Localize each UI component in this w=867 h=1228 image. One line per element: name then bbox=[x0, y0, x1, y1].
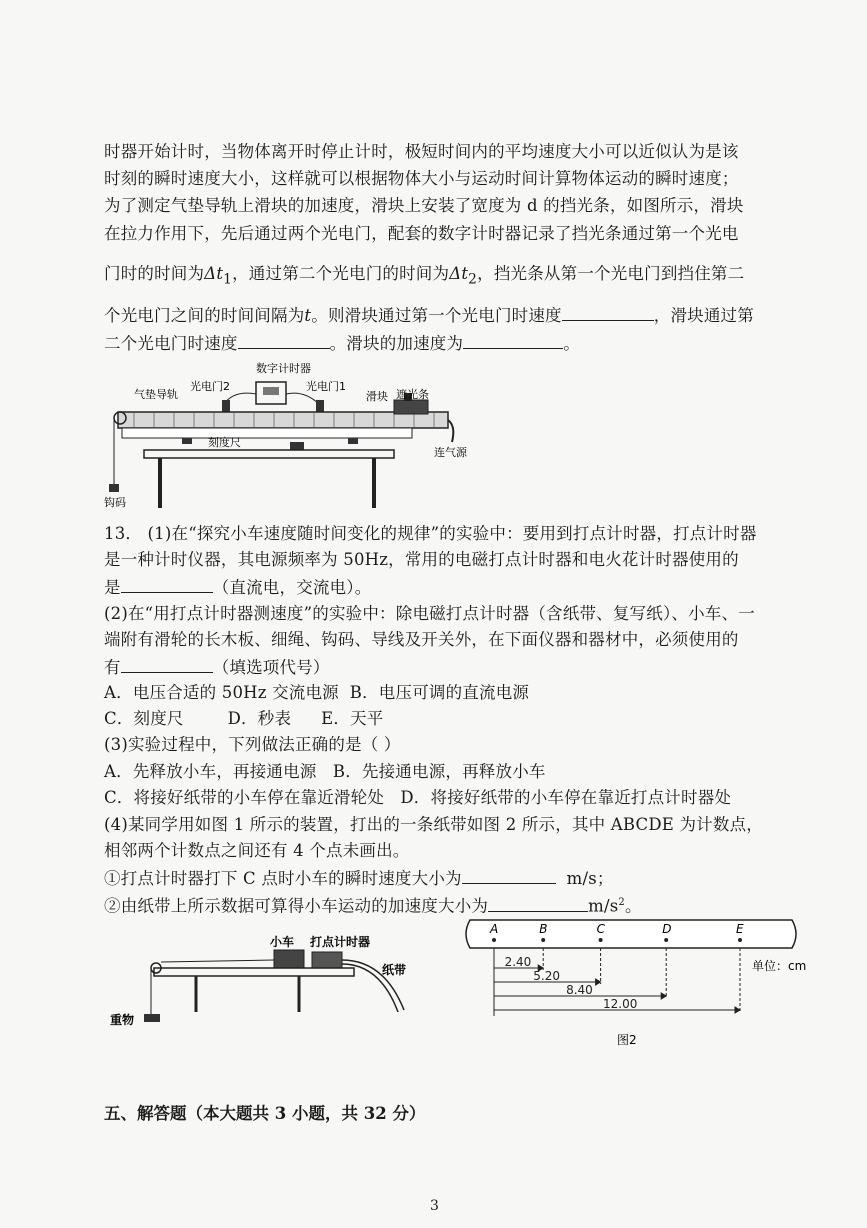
answer-blank-accel[interactable] bbox=[463, 330, 563, 349]
intro-line-4: 在拉力作用下，先后通过两个光电门，配套的数字计时器记录了挡光条通过第一个光电 bbox=[104, 224, 739, 243]
unit-ms: m/s； bbox=[566, 869, 614, 888]
intro-text: 门时的时间为 bbox=[104, 264, 205, 283]
answer-blank-a[interactable] bbox=[488, 893, 588, 912]
point-dot-E bbox=[738, 938, 742, 942]
q13-options-cde bbox=[104, 707, 384, 731]
p3-option-d: D．将接好纸带的小车停在靠近打点计时器处 bbox=[400, 788, 732, 807]
q13-line-1: 13． (1)在“探究小车速度随时间变化的规律”的实验中：要用到打点计时器，打点计时器 bbox=[104, 524, 757, 543]
label-timer: 数字计时器 bbox=[256, 362, 311, 375]
tick-timer bbox=[312, 952, 342, 968]
fig2-caption: 图2 bbox=[617, 1033, 637, 1047]
q13-p3-options-cd bbox=[104, 786, 731, 810]
point-label-A: A bbox=[490, 922, 499, 936]
section-title: 五、解答题（本大题共 3 小题，共 32 分） bbox=[104, 1104, 426, 1123]
q13-options-ab bbox=[104, 681, 529, 705]
point-dot-D bbox=[664, 938, 668, 942]
q13-text: （直流电，交流电）。 bbox=[212, 578, 372, 597]
intro-line-1: 时器开始计时，当物体离开时停止计时，极短时间内的平均速度大小可以近似认为是该 bbox=[104, 142, 739, 161]
label-air: 连气源 bbox=[434, 446, 467, 459]
wire-right bbox=[286, 393, 319, 404]
tape-strip bbox=[466, 920, 796, 948]
point-dot-C bbox=[599, 938, 603, 942]
gate-foot-1 bbox=[182, 438, 192, 444]
label-tape: 纸带 bbox=[382, 963, 407, 977]
q13-line-p3: (3)实验过程中，下列做法正确的是（ ） bbox=[104, 735, 401, 754]
label-strip: 遮光条 bbox=[396, 388, 429, 401]
label-weight: 钩码 bbox=[104, 496, 126, 509]
point-dot-B bbox=[541, 938, 545, 942]
q13-line-2: 是一种计时仪器，其电源频率为 50Hz，常用的电磁打点计时器和电火花计时器使用的 bbox=[104, 550, 739, 569]
q13-text: ②由纸带上所示数据可算得小车运动的加速度大小为 bbox=[104, 896, 489, 916]
q13-text: ①打点计时器打下 C 点时小车的瞬时速度大小为 bbox=[104, 869, 462, 888]
weight-block bbox=[144, 1014, 160, 1022]
q13-text: 是 bbox=[104, 578, 121, 597]
dt2-sub: 2 bbox=[468, 271, 478, 288]
point-label-D: D bbox=[662, 922, 672, 936]
dim-label-2: 5.20 bbox=[533, 969, 561, 983]
q13-line-6 bbox=[104, 654, 330, 680]
label-gate2: 光电门2 bbox=[190, 380, 230, 393]
point-label-E: E bbox=[736, 922, 744, 936]
dim-arrow-2 bbox=[596, 979, 601, 985]
q13-line-p4b: 相邻两个计数点之间还有 4 个点未画出。 bbox=[104, 841, 410, 860]
ruler bbox=[122, 428, 412, 438]
hook-weight bbox=[109, 484, 119, 492]
intro-text: ，滑块通过第 bbox=[653, 306, 754, 325]
unit-label: 单位：cm bbox=[752, 959, 807, 973]
q13-text: （填选项代号） bbox=[212, 658, 330, 677]
option-d: D．秒表 bbox=[227, 709, 292, 728]
tape-dimensions bbox=[494, 948, 740, 1016]
q13-text: 有 bbox=[104, 658, 121, 677]
air-hose bbox=[448, 420, 453, 442]
intro-line-6 bbox=[104, 302, 754, 328]
p3-option-a: A．先释放小车，再接通电源 bbox=[104, 762, 317, 781]
timer-display bbox=[263, 387, 279, 395]
unit-sup: 2 bbox=[618, 897, 625, 908]
slider bbox=[394, 400, 428, 414]
intro-line-3: 为了测定气垫导轨上滑块的加速度，滑块上安装了宽度为 d 的挡光条，如图所示，滑块 bbox=[104, 196, 744, 215]
q13-line-3 bbox=[104, 574, 371, 600]
answer-blank-v2[interactable] bbox=[238, 330, 330, 349]
intro-text: 。 bbox=[563, 334, 580, 353]
tape-figure bbox=[462, 912, 812, 1052]
q13-line-p4c bbox=[104, 865, 614, 891]
label-scale: 刻度尺 bbox=[208, 436, 241, 449]
option-b: B．电压可调的直流电源 bbox=[349, 683, 530, 702]
dim-label-3: 8.40 bbox=[566, 983, 593, 997]
t-symbol: t bbox=[304, 306, 312, 325]
q13-line-p4a: (4)某同学用如图 1 所示的装置，打出的一条纸带如图 2 所示，其中 ABCDE 为计数点， bbox=[104, 815, 763, 834]
label-slider: 滑块 bbox=[366, 390, 388, 403]
answer-blank-equipment[interactable] bbox=[121, 654, 213, 673]
dim-label-4: 12.00 bbox=[603, 997, 638, 1011]
dt1-symbol: Δt bbox=[204, 264, 224, 283]
gate-foot-2 bbox=[348, 438, 358, 444]
p3-option-c: C．将接好纸带的小车停在靠近滑轮处 bbox=[104, 788, 385, 807]
intro-text: ，通过第二个光电门的时间为 bbox=[232, 264, 450, 283]
q13-text: 。 bbox=[624, 896, 642, 916]
point-dot-A bbox=[492, 938, 496, 942]
point-label-B: B bbox=[539, 922, 548, 936]
q13-line-4: (2)在“用打点计时器测速度”的实验中：除电磁打点计时器（含纸带、复写纸）、小车、一 bbox=[104, 604, 755, 623]
intro-line-2: 时刻的瞬时速度大小，这样就可以根据物体大小与运动时间计算物体运动的瞬时速度； bbox=[104, 169, 739, 188]
intro-text: 二个光电门时速度 bbox=[104, 334, 238, 353]
intro-line-5 bbox=[104, 262, 744, 291]
point-label-C: C bbox=[596, 922, 605, 936]
intro-text: 。滑块的加速度为 bbox=[329, 334, 464, 353]
intro-text: 。则滑块通过第一个光电门时速度 bbox=[311, 306, 562, 325]
answer-blank-current[interactable] bbox=[121, 574, 213, 593]
intro-line-7 bbox=[104, 330, 580, 356]
intro-text: ，挡光条从第一个光电门到挡住第二 bbox=[477, 264, 745, 283]
q13-line-5: 端附有滑轮的长木板、细绳、钩码、导线及开关外，在下面仪器和器材中，必须使用的 bbox=[104, 630, 739, 649]
dim-arrow-4 bbox=[735, 1007, 740, 1013]
label-timer: 打点计时器 bbox=[310, 935, 371, 949]
dim-arrow-3 bbox=[661, 993, 666, 999]
string bbox=[161, 960, 274, 962]
q13-p3-options-ab bbox=[104, 760, 546, 784]
label-rail: 气垫导轨 bbox=[134, 388, 178, 401]
label-car: 小车 bbox=[270, 935, 295, 949]
scale-block bbox=[290, 442, 304, 450]
label-weight: 重物 bbox=[110, 1013, 135, 1027]
page-number: 3 bbox=[430, 1198, 439, 1214]
air-track-figure bbox=[104, 360, 484, 510]
p3-option-b: B．先接通电源，再释放小车 bbox=[332, 762, 546, 781]
dt2-symbol: Δt bbox=[449, 264, 469, 283]
option-e: E．天平 bbox=[321, 709, 384, 728]
answer-blank-v1[interactable] bbox=[562, 302, 654, 321]
cart-apparatus-figure bbox=[104, 930, 434, 1030]
track-board bbox=[154, 968, 354, 976]
cart bbox=[274, 950, 304, 968]
answer-blank-vc[interactable] bbox=[462, 865, 556, 884]
label-gate1: 光电门1 bbox=[306, 380, 346, 393]
intro-text: 个光电门之间的时间间隔为 bbox=[104, 306, 305, 325]
dim-label-1: 2.40 bbox=[504, 955, 532, 969]
table-top bbox=[144, 450, 394, 458]
option-a: A．电压合适的 50Hz 交流电源 bbox=[104, 683, 339, 702]
dt1-sub: 1 bbox=[223, 271, 233, 288]
unit-ms2: m/s bbox=[588, 896, 619, 916]
option-c: C．刻度尺 bbox=[104, 709, 184, 728]
